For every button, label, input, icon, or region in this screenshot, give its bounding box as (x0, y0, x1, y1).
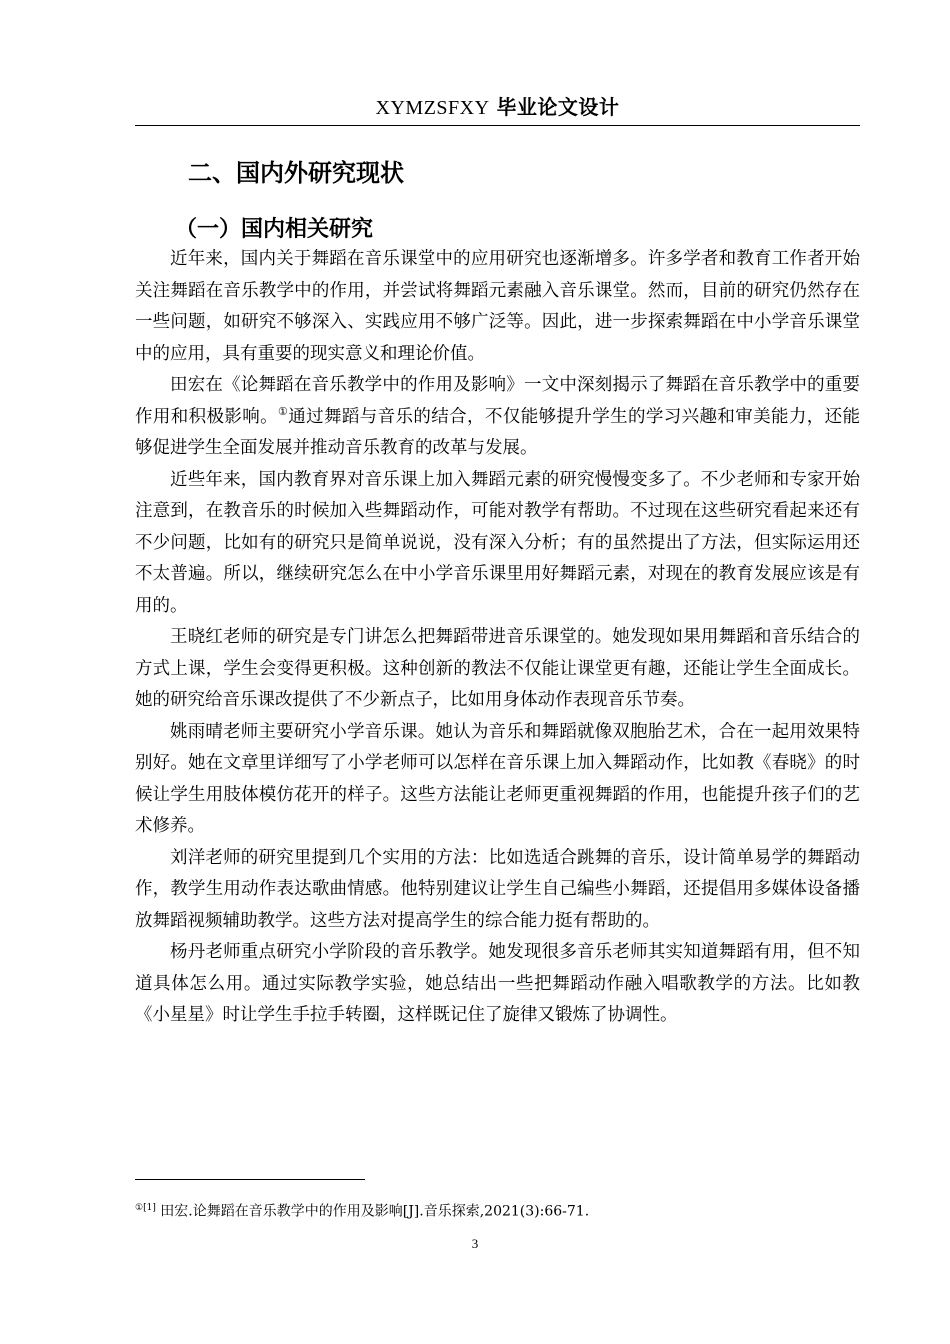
subsection-heading: （一）国内相关研究 (175, 217, 374, 242)
page-number: 3 (471, 1236, 479, 1251)
paragraph: 王晓红老师的研究是专门讲怎么把舞蹈带进音乐课堂的。她发现如果用舞蹈和音乐结合的方式上课，学生会变得更积极。这种创新的教法不仅能让课堂更有趣，还能让学生全面成长。她的研究给音乐课改提供了不少新点子，比如用身体动作表现音乐节奏。 (135, 627, 860, 710)
paragraph: 近年来，国内关于舞蹈在音乐课堂中的应用研究也逐渐增多。许多学者和教育工作者开始关注舞蹈在音乐教学中的作用，并尝试将舞蹈元素融入音乐课堂。然而，目前的研究仍然存在一些问题，如研究不够深入、实践应用不够广泛等。因此，进一步探索舞蹈在中小学音乐课堂中的应用，具有重要的现实意义和理论价值。 (135, 249, 860, 364)
footnote (135, 1198, 589, 1222)
paragraph: 近些年来，国内教育界对音乐课上加入舞蹈元素的研究慢慢变多了。不少老师和专家开始注意到，在教音乐的时候加入些舞蹈动作，可能对教学有帮助。不过现在这些研究看起来还有不少问题，比如有的研究只是简单说说，没有深入分析；有的虽然提出了方法，但实际运用还不太普遍。所以，继续研究怎么在中小学音乐课里用好舞蹈元素，对现在的教育发展应该是有用的。 (135, 469, 860, 616)
body-text (135, 244, 860, 1032)
paragraph: 姚雨晴老师主要研究小学音乐课。她认为音乐和舞蹈就像双胞胎艺术，合在一起用效果特别好。她在文章里详细写了小学老师可以怎样在音乐课上加入舞蹈动作，比如教《春晓》的时候让学生用肢体模仿花开的样子。这些方法能让老师更重视舞蹈的作用，也能提升孩子们的艺术修养。 (135, 721, 860, 836)
footnote-reference[interactable]: ① (278, 404, 289, 418)
header-rule (135, 125, 860, 126)
paragraph: 刘洋老师的研究里提到几个实用的方法：比如选适合跳舞的音乐，设计简单易学的舞蹈动作，教学生用动作表达歌曲情感。他特别建议让学生自己编些小舞蹈，还提倡用多媒体设备播放舞蹈视频辅助教学。这些方法对提高学生的综合能力挺有帮助的。 (135, 847, 860, 931)
footnote-ref: [1] (143, 1203, 156, 1213)
section-heading: 二、国内外研究现状 (188, 159, 404, 187)
footnote-text: 田宏.论舞蹈在音乐教学中的作用及影响[J].音乐探索,2021(3):66-71. (155, 1203, 590, 1220)
paragraph-text: 田宏在《论舞蹈在音乐教学中的作用及影响》一文中深刻揭示了舞蹈在音乐教学中的重要作用和积极影响。 (135, 375, 860, 427)
footnote-separator (135, 1179, 365, 1180)
header-title: 毕业论文设计 (496, 95, 620, 119)
paragraph: 杨丹老师重点研究小学阶段的音乐教学。她发现很多音乐老师其实知道舞蹈有用，但不知道具体怎么用。通过实际教学实验，她总结出一些把舞蹈动作融入唱歌教学的方法。比如教《小星星》时让学生手拉手转圈，这样既记住了旋律又锻炼了协调性。 (135, 942, 860, 1025)
paragraph-text: 通过舞蹈与音乐的结合，不仅能够提升学生的学习兴趣和审美能力，还能够促进学生全面发展并推动音乐教育的改革与发展。 (135, 406, 861, 458)
header-latin: XYMZSFXY (375, 97, 490, 119)
running-header (135, 92, 860, 123)
paragraph-with-citation (135, 370, 860, 465)
footnote-marker: ① (135, 1203, 144, 1213)
